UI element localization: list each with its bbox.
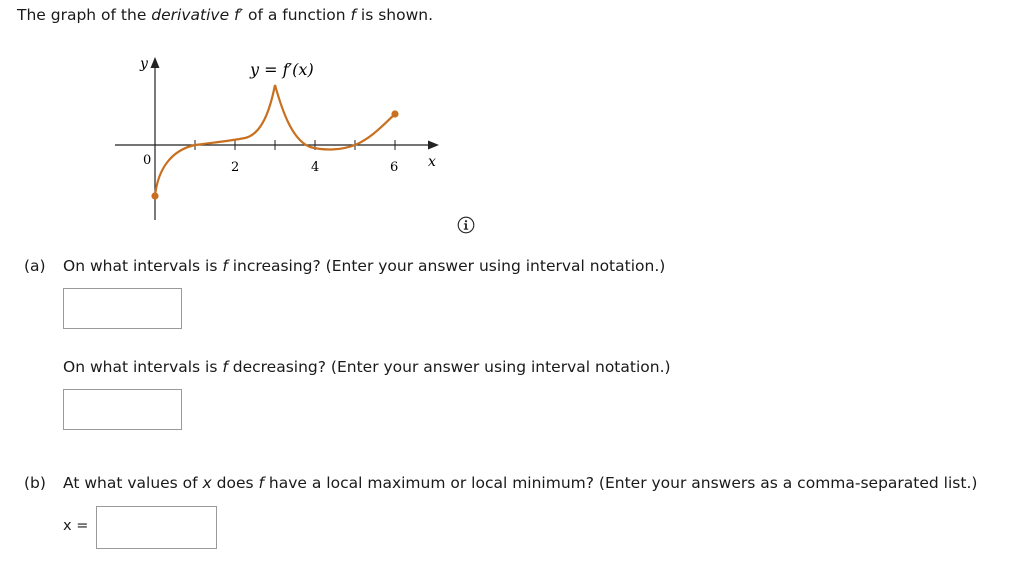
part-b-label: (b) bbox=[24, 474, 46, 492]
x-axis-arrow bbox=[428, 141, 439, 150]
q1-text-post: increasing? (Enter your answer using interval notation.) bbox=[227, 257, 666, 275]
intro-derivative: derivative bbox=[151, 6, 230, 24]
q1-f: f bbox=[222, 257, 228, 275]
curve-start-point bbox=[151, 192, 158, 199]
local-extrema-input[interactable] bbox=[96, 506, 217, 549]
x-axis-label: x bbox=[428, 154, 436, 170]
question-increasing bbox=[63, 257, 665, 275]
question-local-extrema bbox=[63, 474, 977, 492]
qb-text-pre: At what values of bbox=[63, 474, 203, 492]
qb-f: f bbox=[258, 474, 264, 492]
intro-text-2: of a function bbox=[243, 6, 351, 24]
intro-fprime: f′ bbox=[229, 6, 244, 24]
curve-end-point bbox=[391, 110, 398, 117]
tick-label-0: 0 bbox=[143, 153, 152, 168]
q1-text-pre: On what intervals is bbox=[63, 257, 223, 275]
problem-statement bbox=[17, 6, 433, 24]
qb-text-mid: does bbox=[211, 474, 259, 492]
q2-text-post: decreasing? (Enter your answer using interval notation.) bbox=[227, 358, 671, 376]
tick-label-2: 2 bbox=[231, 160, 240, 175]
qb-text-post: have a local maximum or local minimum? (Enter your answers as a comma-separated list.) bbox=[264, 474, 978, 492]
qb-x: x bbox=[202, 474, 212, 492]
q2-text-pre: On what intervals is bbox=[63, 358, 223, 376]
decreasing-intervals-input[interactable] bbox=[63, 389, 182, 430]
y-axis-label: y bbox=[140, 56, 148, 72]
curve-label: y = f′(x) bbox=[250, 60, 314, 79]
x-equals-label: x = bbox=[63, 518, 89, 534]
intro-f: f bbox=[350, 6, 356, 24]
increasing-intervals-input[interactable] bbox=[63, 288, 182, 329]
y-axis-arrow bbox=[151, 57, 160, 68]
derivative-graph bbox=[110, 50, 450, 230]
tick-label-6: 6 bbox=[390, 160, 399, 175]
info-icon[interactable] bbox=[457, 216, 475, 234]
part-a-label: (a) bbox=[24, 257, 46, 275]
tick-label-4: 4 bbox=[311, 160, 320, 175]
intro-text-1: The graph of the bbox=[17, 6, 152, 24]
q2-f: f bbox=[222, 358, 228, 376]
question-decreasing bbox=[63, 358, 671, 376]
intro-text-3: is shown. bbox=[355, 6, 434, 24]
